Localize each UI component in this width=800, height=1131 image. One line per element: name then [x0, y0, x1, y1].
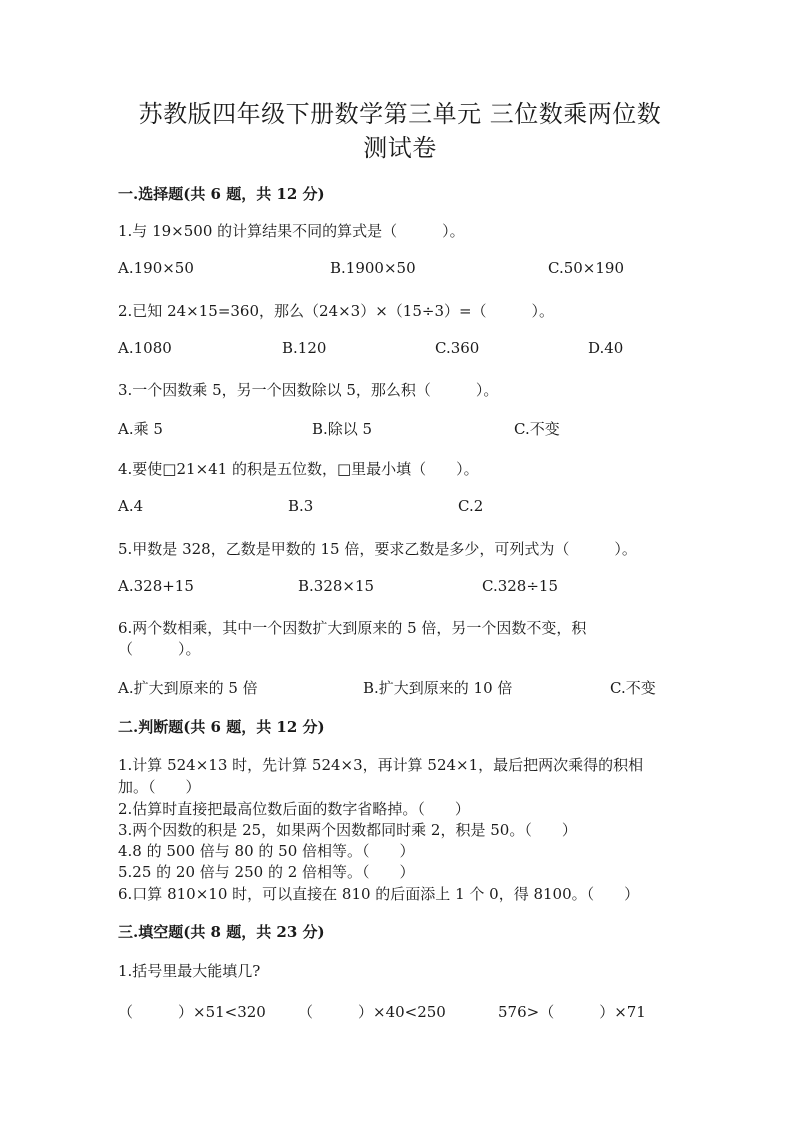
judge-item: 6.口算 810×10 时，可以直接在 810 的后面添上 1 个 0，得 8100。（ ）	[118, 885, 640, 903]
option-c: C.2	[458, 497, 484, 515]
page-title-line1: 苏教版四年级下册数学第三单元 三位数乘两位数	[138, 100, 662, 128]
question-text: 4.要使□21×41 的积是五位数，□里最小填（ ）。	[118, 460, 479, 478]
question-text: 3.一个因数乘 5，另一个因数除以 5，那么积（ ）。	[118, 381, 499, 399]
page-title-line2: 测试卷	[363, 134, 437, 162]
option-b: B.328×15	[298, 577, 375, 595]
question-text: 1.与 19×500 的计算结果不同的算式是（ ）。	[118, 222, 465, 240]
option-c: C.不变	[514, 420, 560, 438]
option-b: B.扩大到原来的 10 倍	[363, 679, 513, 697]
option-b: B.3	[288, 497, 314, 515]
question-text: 5.甲数是 328，乙数是甲数的 15 倍，要求乙数是多少，可列式为（ ）。	[118, 540, 637, 558]
question-text-continued: （ ）。	[118, 640, 201, 658]
option-b: B.除以 5	[312, 420, 373, 438]
section-heading-judge: 二.判断题(共 6 题，共 12 分)	[118, 718, 325, 736]
question-text: 6.两个数相乘，其中一个因数扩大到原来的 5 倍，另一个因数不变，积	[118, 619, 587, 637]
option-a: A.4	[118, 497, 144, 515]
judge-item: 5.25 的 20 倍与 250 的 2 倍相等。（ ）	[118, 863, 415, 881]
option-c: C.50×190	[548, 259, 624, 277]
question-text: 1.括号里最大能填几?	[118, 962, 261, 980]
fill-blank: （ ）×40<250	[298, 1003, 446, 1021]
option-a: A.扩大到原来的 5 倍	[118, 679, 258, 697]
judge-item: 2.估算时直接把最高位数后面的数字省略掉。（ ）	[118, 800, 470, 818]
option-a: A.乘 5	[118, 420, 163, 438]
option-a: A.328+15	[118, 577, 194, 595]
question-text: 2.已知 24×15=360，那么（24×3）×（15÷3）=（ ）。	[118, 302, 555, 320]
judge-item: 4.8 的 500 倍与 80 的 50 倍相等。（ ）	[118, 842, 415, 860]
judge-item: 1.计算 524×13 时，先计算 524×3，再计算 524×1，最后把两次乘得的积相	[118, 756, 644, 774]
judge-item: 3.两个因数的积是 25，如果两个因数都同时乘 2，积是 50。（ ）	[118, 821, 577, 839]
option-b: B.1900×50	[330, 259, 416, 277]
option-a: A.190×50	[118, 259, 194, 277]
judge-item-continued: 加。（ ）	[118, 778, 201, 796]
option-b: B.120	[282, 339, 327, 357]
option-c: C.328÷15	[482, 577, 558, 595]
option-a: A.1080	[118, 339, 172, 357]
section-heading-choice: 一.选择题(共 6 题，共 12 分)	[118, 185, 325, 203]
option-c: C.360	[435, 339, 480, 357]
fill-blank: 576>（ ）×71	[498, 1003, 646, 1021]
option-c: C.不变	[610, 679, 656, 697]
section-heading-fill: 三.填空题(共 8 题，共 23 分)	[118, 923, 325, 941]
option-d: D.40	[588, 339, 624, 357]
fill-blank: （ ）×51<320	[118, 1003, 266, 1021]
